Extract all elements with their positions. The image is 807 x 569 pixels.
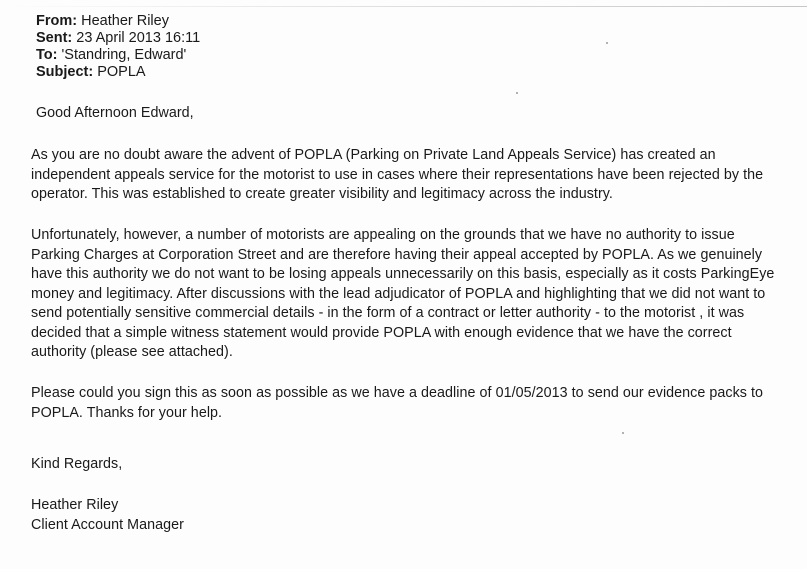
email-header: [36, 13, 200, 81]
to-label: To:: [36, 47, 58, 63]
paragraph-line: have this authority we do not want to be losing appeals unnecessarily on this basis, especially as it costs ParkingEye: [31, 266, 775, 282]
paragraph-line: operator. This was established to create greater visibility and legitimacy across the industry.: [31, 186, 613, 202]
from-row: [36, 13, 200, 30]
sent-value: 23 April 2013 16:11: [76, 30, 201, 46]
closing: Kind Regards,: [31, 456, 123, 472]
paragraph-request-signature: [31, 384, 801, 423]
paragraph-line: send potentially sensitive commercial details - in the form of a contract or letter authority - to the motorist , it was: [31, 305, 745, 321]
to-value: 'Standring, Edward': [61, 47, 187, 63]
scan-edge-line: [0, 6, 807, 7]
signature-title: Client Account Manager: [31, 516, 184, 533]
paragraph-line: independent appeals service for the motorist to use in cases where their representations have been rejected by the: [31, 166, 764, 183]
paragraph-advent-of-popla: [31, 146, 801, 205]
from-label: From:: [36, 13, 78, 29]
paragraph-line: Please could you sign this as soon as possible as we have a deadline of 01/05/2013 to send our evidence packs to: [31, 385, 764, 401]
signature-block: [31, 496, 801, 535]
paragraph-line: Parking Charges at Corporation Street and are therefore having their appeal accepted by POPLA. As we genuinely: [31, 246, 763, 263]
signature-name: Heather Riley: [31, 497, 119, 513]
scan-speck: [516, 92, 518, 94]
paragraph-line: As you are no doubt aware the advent of POPLA (Parking on Private Land Appeals Service) has created an: [31, 147, 716, 163]
paragraph-line: decided that a simple witness statement would provide POPLA with enough evidence that we have the correct: [31, 324, 732, 341]
to-row: [36, 47, 200, 64]
sent-label: Sent:: [36, 30, 73, 46]
greeting: Good Afternoon Edward,: [36, 105, 194, 121]
subject-label: Subject:: [36, 64, 94, 80]
from-value: Heather Riley: [81, 13, 169, 29]
paragraph-line: authority (please see attached).: [31, 344, 233, 360]
paragraph-line: Unfortunately, however, a number of motorists are appealing on the grounds that we have no authority to issue: [31, 227, 735, 243]
sent-row: [36, 30, 200, 47]
subject-row: [36, 64, 200, 81]
paragraph-authority-issue: [31, 226, 801, 363]
paragraph-line: POPLA. Thanks for your help.: [31, 404, 223, 421]
scan-speck: [622, 432, 624, 434]
paragraph-line: money and legitimacy. After discussions with the lead adjudicator of POPLA and highlighting that we did not want to: [31, 285, 766, 302]
subject-value: POPLA: [97, 64, 146, 80]
scan-speck: [606, 42, 608, 44]
